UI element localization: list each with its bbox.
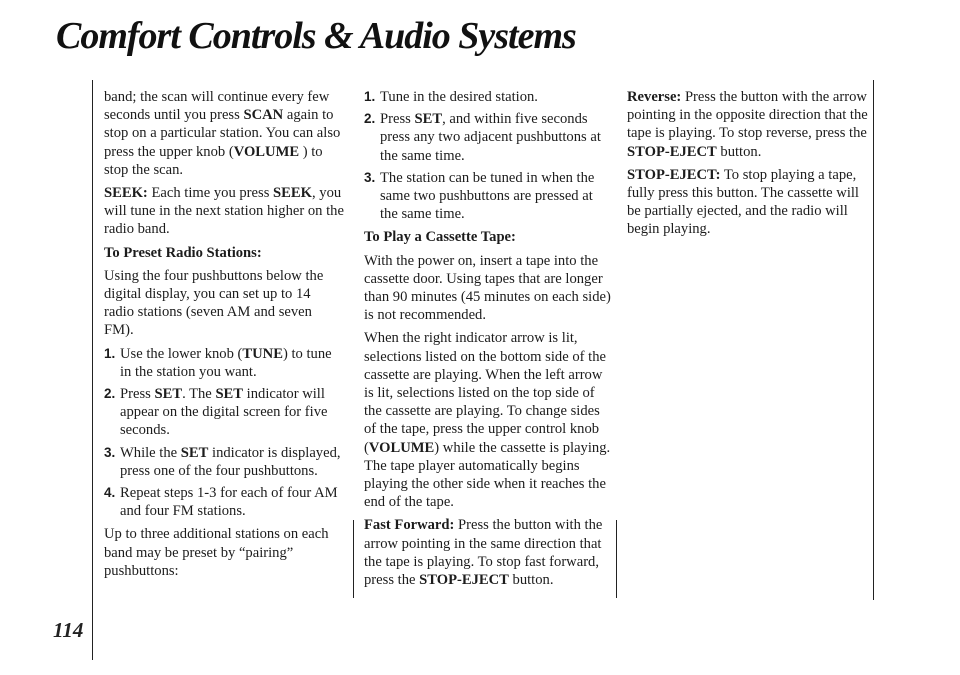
cassette-intro-paragraph: With the power on, insert a tape into the cassette door. Using tapes that are longer than 90 minutes (45 minutes on each side) is not recommended.: [364, 252, 611, 324]
list-item: 2. Press SET. The SET indicator will appear on the digital screen for five seconds.: [104, 386, 328, 439]
page-title: Comfort Controls & Audio Systems: [56, 15, 576, 57]
list-item: 3. The station can be tuned in when the same two pushbuttons are pressed at the same time.: [364, 169, 595, 223]
indicator-arrow-paragraph: When the right indicator arrow is lit, selections listed on the bottom side of the cassette are playing. When the left arrow is lit, selections listed on the top side of the cassette are playing. To change sides of the tape, press the upper control knob (VOLUME) while the cassette is playing. The tape player automatically begins playing the other side when it reaches the end of the tape.: [364, 330, 611, 511]
reverse-paragraph: Reverse: Press the button with the arrow pointing in the opposite direction that the tape is playing. To stop reverse, press the STOP-EJECT button.: [627, 89, 868, 160]
column-divider-2: [616, 520, 617, 598]
preset-intro-paragraph: Using the four pushbuttons below the digital display, you can set up to 14 radio stations (seven AM and seven FM).: [104, 267, 324, 339]
text-column-1: [104, 88, 344, 585]
column-divider-1: [353, 520, 354, 598]
scan-paragraph: band; the scan will continue every few seconds until you press SCAN again to stop on a particular station. You can also press the upper knob (VOLUME ) to stop the scan.: [104, 89, 341, 178]
list-item: 1. Tune in the desired station.: [364, 89, 538, 105]
pairing-steps-list: [364, 88, 612, 223]
list-item: 3. While the SET indicator is displayed, press one of the four pushbuttons.: [104, 444, 341, 479]
list-item: 1. Use the lower knob (TUNE) to tune in the station you want.: [104, 345, 332, 380]
text-column-2: [364, 88, 612, 594]
stop-eject-paragraph: STOP-EJECT: To stop playing a tape, fully press this button. The cassette will be partially ejected, and the radio will begin playing.: [627, 166, 859, 238]
pairing-paragraph: Up to three additional stations on each band may be preset by “pairing” pushbuttons:: [104, 526, 329, 579]
preset-stations-heading: To Preset Radio Stations:: [104, 244, 262, 261]
fast-forward-paragraph: Fast Forward: Press the button with the arrow pointing in the same direction that the tape is playing. To stop fast forward, press the STOP-EJECT button.: [364, 517, 603, 589]
seek-paragraph: SEEK: Each time you press SEEK, you will tune in the next station higher on the radio band.: [104, 185, 344, 238]
page-number: 114: [53, 618, 84, 642]
list-item: 2. Press SET, and within five seconds press any two adjacent pushbuttons at the same time.: [364, 111, 601, 164]
list-item: 4. Repeat steps 1-3 for each of four AM and four FM stations.: [104, 485, 338, 520]
preset-steps-list: [104, 345, 344, 521]
cassette-heading: To Play a Cassette Tape:: [364, 229, 516, 246]
text-column-3: [627, 88, 869, 244]
right-margin-rule: [873, 80, 874, 600]
left-margin-rule: [92, 80, 93, 660]
